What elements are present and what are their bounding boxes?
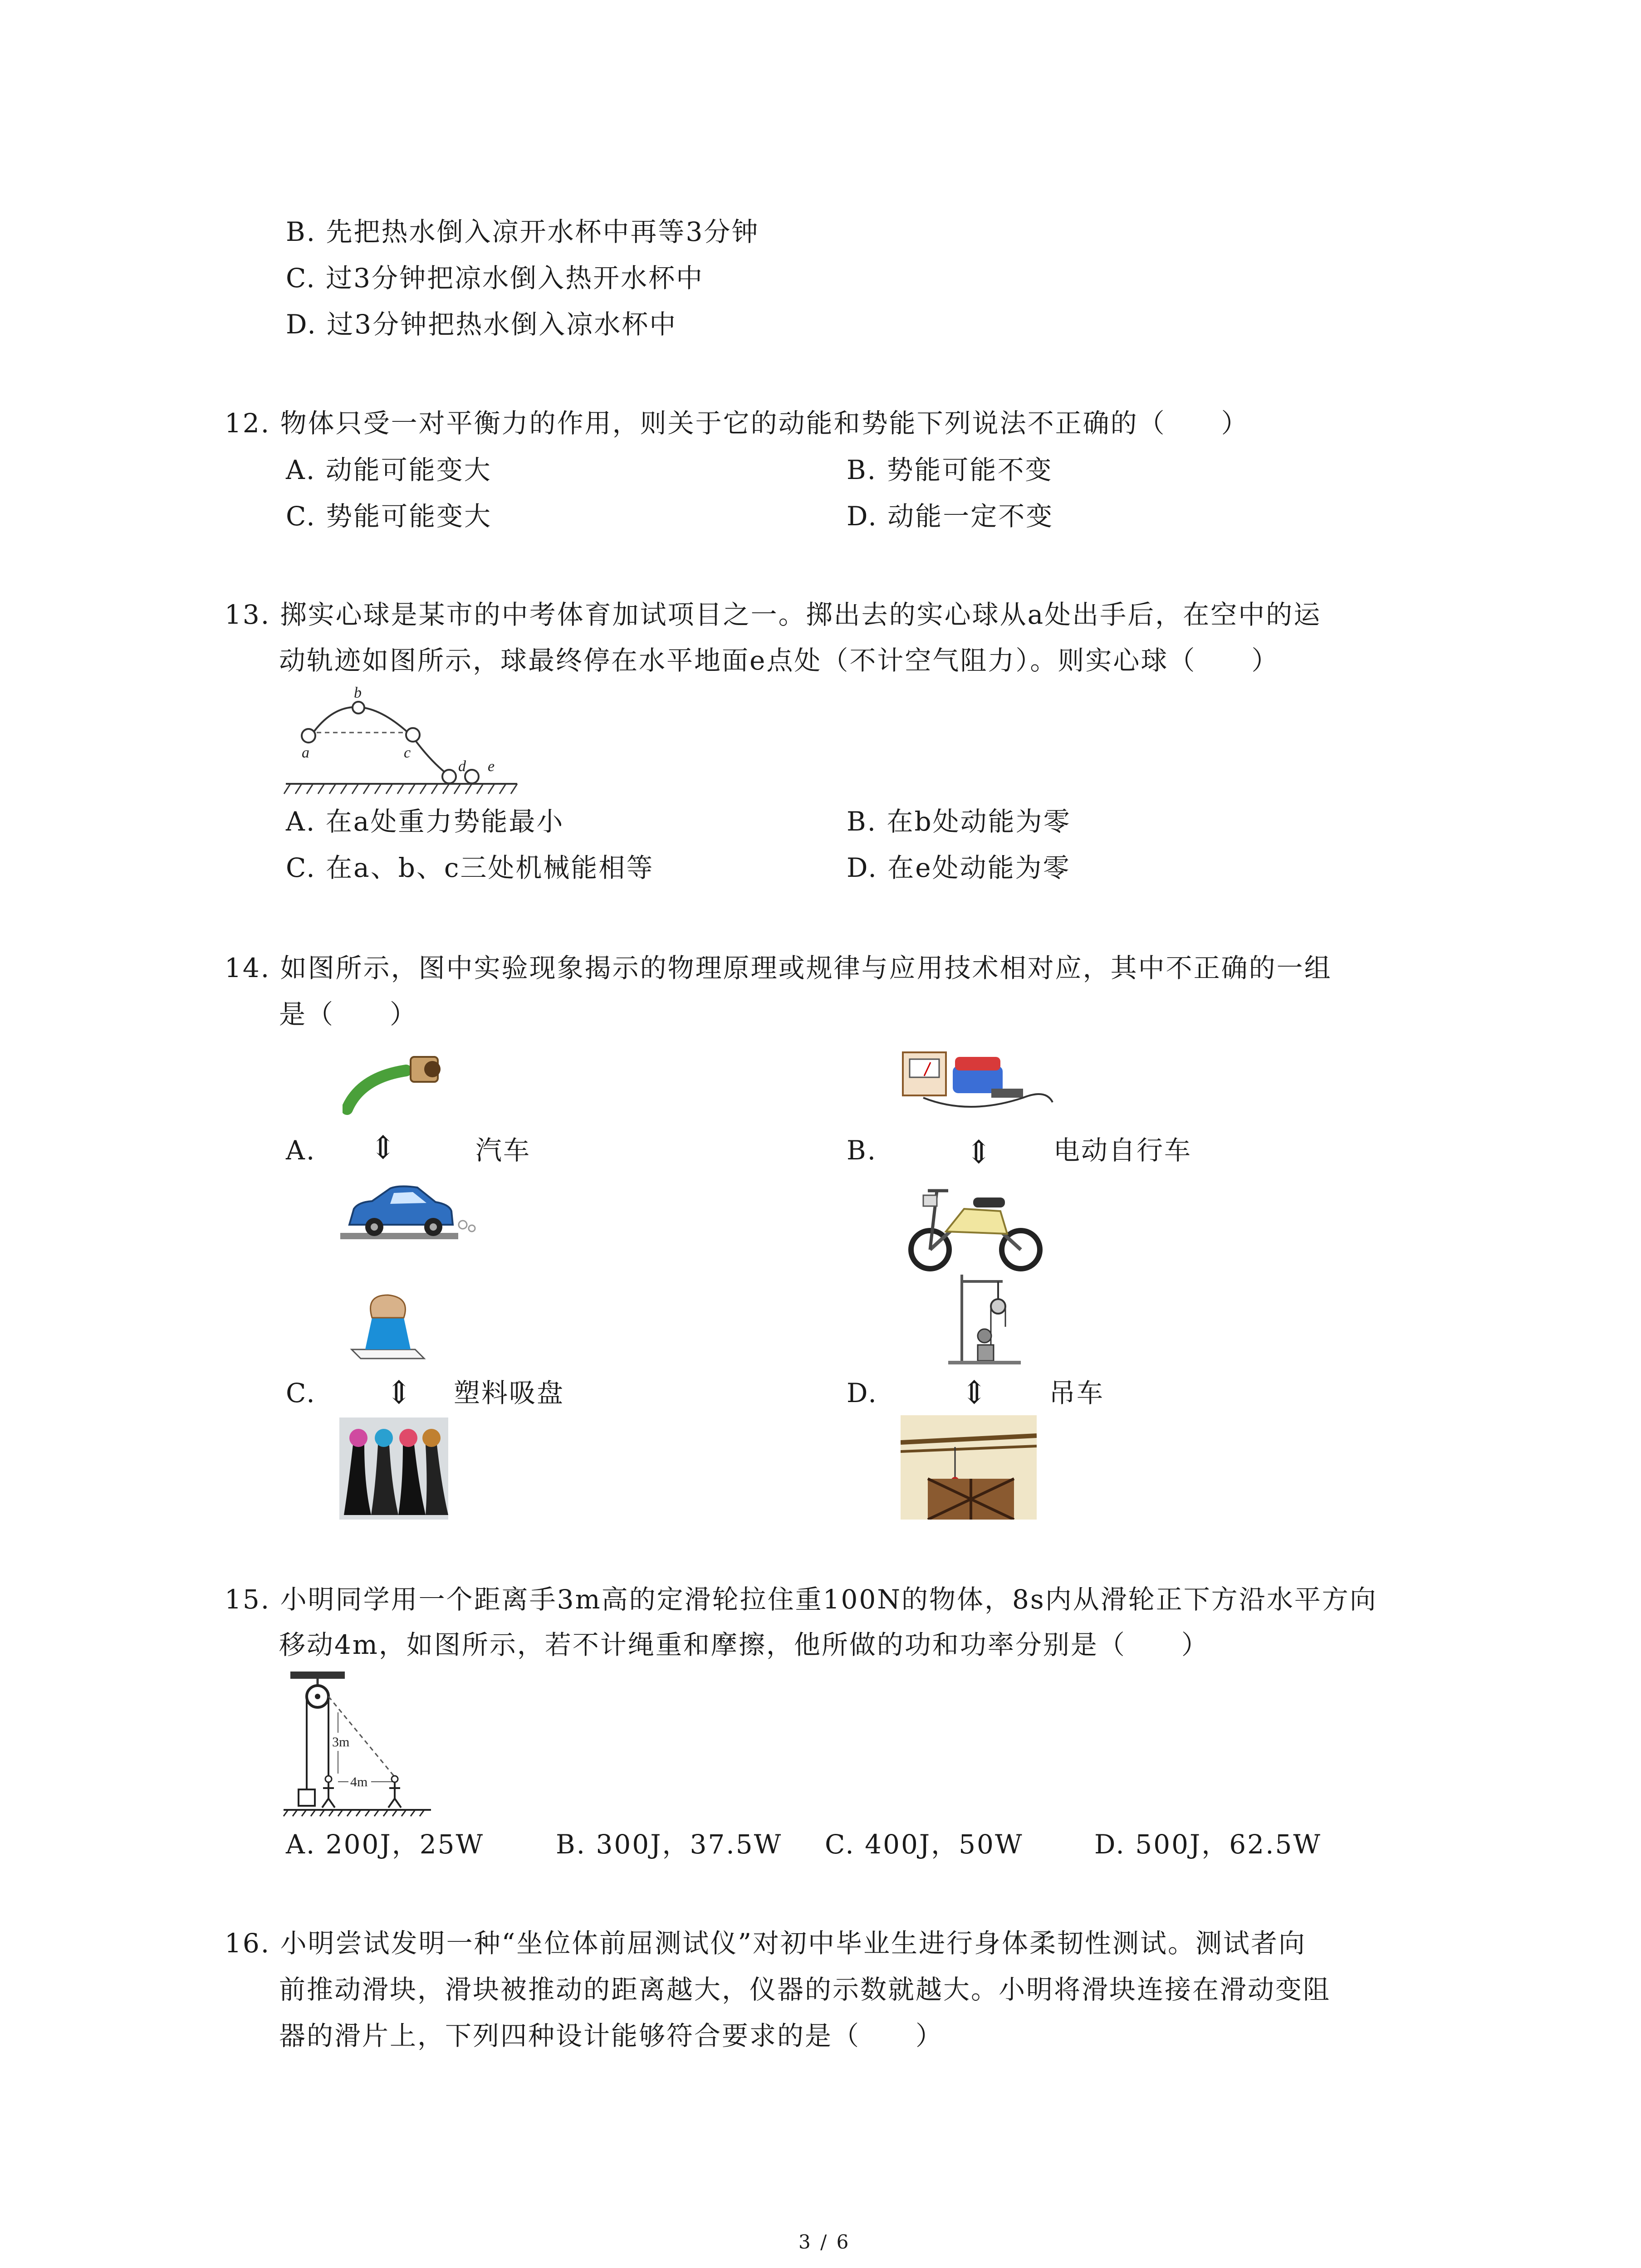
q13-option-d: D. 在e处动能为零 <box>847 852 1071 883</box>
q13-option-c: C. 在a、b、c三处机械能相等 <box>286 852 654 883</box>
q13-label-a: a <box>302 744 309 761</box>
q15-option-c: C. 400J，50W <box>825 1829 1024 1860</box>
q14-option-c-label: 塑料吸盘 <box>454 1378 565 1408</box>
q14-a-car-image <box>340 1175 481 1243</box>
q13-stem-line1: 13. 掷实心球是某市的中考体育加试项目之一。掷出去的实心球从a处出手后，在空中的运 <box>225 599 1322 630</box>
q14-option-a-letter: A. <box>286 1135 316 1166</box>
q16-stem-line3: 器的滑片上，下列四种设计能够符合要求的是（ ） <box>279 2020 944 2051</box>
q12-option-b: B. 势能可能不变 <box>847 455 1053 485</box>
q12-option-d: D. 动能一定不变 <box>847 501 1054 532</box>
q16-stem-line1: 16. 小明尝试发明一种“坐位体前屈测试仪”对初中毕业生进行身体柔韧性测试。测试者向 <box>225 1928 1306 1959</box>
q14-option-b-label: 电动自行车 <box>1053 1135 1192 1166</box>
q13-stem-line2: 动轨迹如图所示，球最终停在水平地面e点处（不计空气阻力）。则实心球（ ） <box>279 645 1279 676</box>
q12-stem: 12. 物体只受一对平衡力的作用，则关于它的动能和势能下列说法不正确的（ ） <box>225 408 1249 439</box>
q15-stem-line1: 15. 小明同学用一个距离手3m高的定滑轮拉住重100N的物体，8s内从滑轮正下方沿水平方向 <box>225 1584 1377 1615</box>
q14-option-c-letter: C. <box>286 1378 316 1408</box>
q11-option-d: D. 过3分钟把热水倒入凉水杯中 <box>286 309 677 340</box>
q14-option-b-letter: B. <box>847 1135 877 1166</box>
q15-height-label: 3m <box>332 1735 350 1750</box>
q14-b-arrow-icon: ⇕ <box>965 1134 992 1171</box>
q14-d-pulley-image <box>935 1272 1025 1365</box>
q12-option-c: C. 势能可能变大 <box>286 501 492 532</box>
q13-label-e: e <box>488 758 495 775</box>
q14-d-arrow-icon: ⇕ <box>961 1374 988 1411</box>
q14-option-a-label: 汽车 <box>475 1135 531 1166</box>
q16-stem-line2: 前推动滑块，滑块被推动的距离越大，仪器的示数就越大。小明将滑块连接在滑动变阻 <box>279 1974 1331 2005</box>
q13-label-d: d <box>458 758 466 775</box>
q11-option-b: B. 先把热水倒入凉开水杯中再等3分钟 <box>286 216 759 247</box>
q13-label-b: b <box>354 685 362 701</box>
q13-option-b: B. 在b处动能为零 <box>847 806 1071 837</box>
q14-stem-line1: 14. 如图所示，图中实验现象揭示的物理原理或规律与应用技术相对应，其中不正确的一组 <box>225 953 1332 983</box>
q14-option-d-label: 吊车 <box>1049 1378 1105 1408</box>
q13-trajectory-figure <box>281 685 522 803</box>
q15-pulley-figure <box>281 1669 476 1819</box>
q15-option-a: A. 200J，25W <box>286 1829 485 1860</box>
q14-c-arrow-icon: ⇕ <box>386 1374 412 1411</box>
q15-option-d: D. 500J，62.5W <box>1094 1829 1322 1860</box>
q14-c-plastic-suckers-image <box>339 1418 448 1520</box>
q14-a-hose-image <box>343 1050 456 1118</box>
q14-d-crane-image <box>901 1415 1037 1520</box>
q14-a-arrow-icon: ⇕ <box>370 1129 397 1166</box>
q15-stem-line2: 移动4m，如图所示，若不计绳重和摩擦，他所做的功和功率分别是（ ） <box>279 1629 1209 1660</box>
q15-distance-label: 4m <box>350 1774 368 1789</box>
q14-stem-line2: 是（ ） <box>279 999 418 1030</box>
q14-b-ebike-image <box>905 1177 1046 1272</box>
page-number: 3 / 6 <box>798 2231 851 2253</box>
q14-option-d-letter: D. <box>847 1378 878 1408</box>
q13-label-c: c <box>404 744 411 761</box>
q11-option-c: C. 过3分钟把凉水倒入热开水杯中 <box>286 263 704 293</box>
q13-option-a: A. 在a处重力势能最小 <box>286 806 564 837</box>
q14-c-suction-cup-image <box>347 1286 429 1363</box>
q14-b-motor-experiment-image <box>901 1048 1057 1120</box>
q12-option-a: A. 动能可能变大 <box>286 455 492 485</box>
q15-option-b: B. 300J，37.5W <box>556 1829 783 1860</box>
